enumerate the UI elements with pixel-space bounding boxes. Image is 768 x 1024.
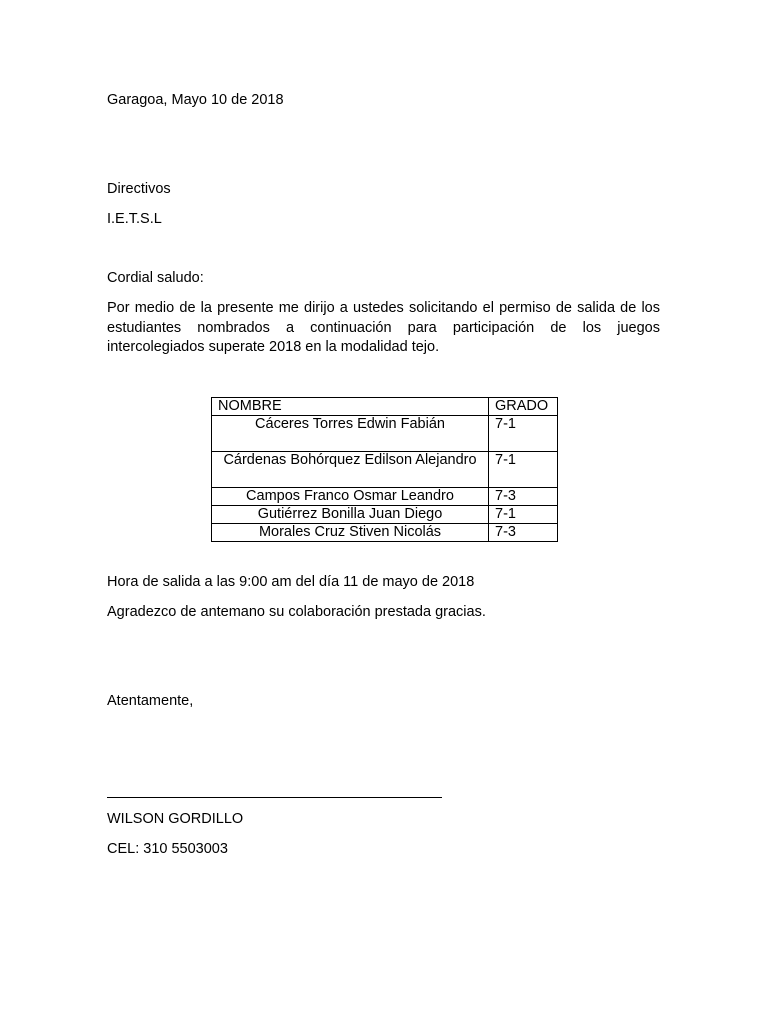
table-row bbox=[212, 452, 558, 488]
table-row bbox=[212, 416, 558, 452]
closing: Atentamente, bbox=[107, 693, 194, 709]
letter-body: Por medio de la presente me dirijo a ustedes solicitando el permiso de salida de los estudiantes nombrados a continuación para participación de los juegos intercolegiados superate 2018 en la modalidad tejo. bbox=[107, 300, 660, 355]
signer-name: WILSON GORDILLO bbox=[107, 811, 244, 827]
greeting: Cordial saludo: bbox=[107, 270, 204, 286]
departure-time: Hora de salida a las 9:00 am del día 11 de mayo de 2018 bbox=[107, 574, 475, 590]
table-row bbox=[212, 506, 558, 524]
table-header-row bbox=[212, 398, 558, 416]
student-grade: 7-3 bbox=[489, 488, 558, 506]
recipient-title: Directivos bbox=[107, 181, 171, 197]
header-name: NOMBRE bbox=[212, 398, 489, 416]
student-grade: 7-1 bbox=[489, 452, 558, 488]
student-grade: 7-1 bbox=[489, 506, 558, 524]
student-name: Cárdenas Bohórquez Edilson Alejandro bbox=[212, 452, 489, 488]
students-table bbox=[211, 397, 558, 542]
header-grade: GRADO bbox=[489, 398, 558, 416]
student-grade: 7-1 bbox=[489, 416, 558, 452]
signer-phone: CEL: 310 5503003 bbox=[107, 841, 228, 857]
student-name: Morales Cruz Stiven Nicolás bbox=[212, 524, 489, 542]
signature-line bbox=[107, 797, 442, 798]
date-line: Garagoa, Mayo 10 de 2018 bbox=[107, 92, 284, 108]
table-row bbox=[212, 488, 558, 506]
student-name: Cáceres Torres Edwin Fabián bbox=[212, 416, 489, 452]
recipient-org: I.E.T.S.L bbox=[107, 211, 162, 227]
thanks-line: Agradezco de antemano su colaboración prestada gracias. bbox=[107, 604, 486, 620]
student-name: Gutiérrez Bonilla Juan Diego bbox=[212, 506, 489, 524]
table-row bbox=[212, 524, 558, 542]
student-name: Campos Franco Osmar Leandro bbox=[212, 488, 489, 506]
student-grade: 7-3 bbox=[489, 524, 558, 542]
